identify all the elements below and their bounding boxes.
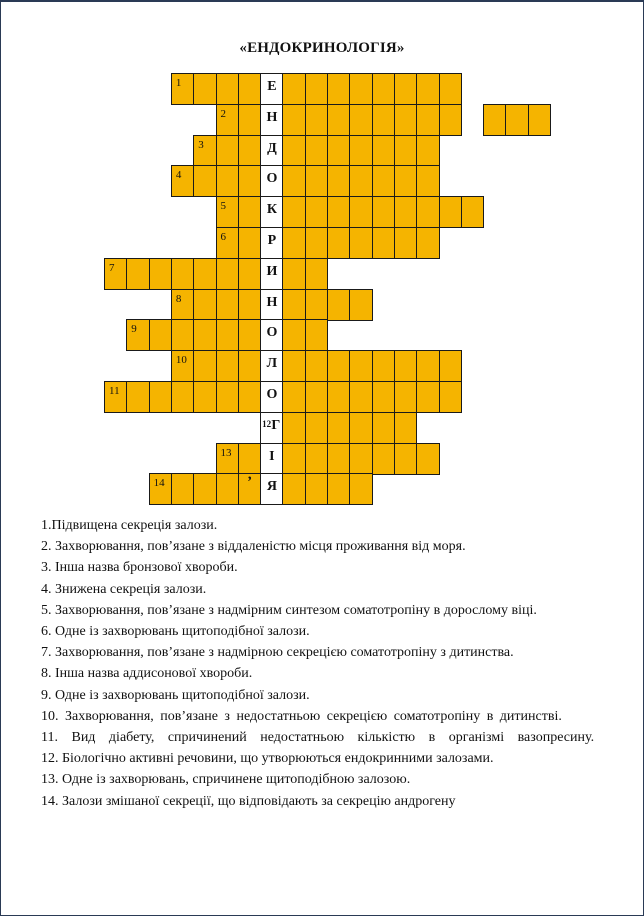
keyword-cell <box>260 289 284 321</box>
crossword-cell <box>193 319 217 351</box>
crossword-cell <box>216 73 240 105</box>
crossword-cell <box>439 104 463 136</box>
clue-number: 14 <box>153 477 165 490</box>
crossword-cell <box>216 135 240 167</box>
crossword-cell <box>193 165 217 197</box>
crossword-cell <box>238 104 262 136</box>
clue-13: 13. Одне із захворювань, спричинене щитоподібною залозою. <box>41 772 411 788</box>
keyword-cell <box>260 73 284 105</box>
clue-4: 4. Знижена секреція залози. <box>41 581 207 597</box>
crossword-cell <box>327 381 351 413</box>
crossword-cell <box>193 350 217 382</box>
crossword-cell <box>416 73 440 105</box>
keyword-letter: І <box>269 448 275 464</box>
crossword-cell <box>305 73 329 105</box>
crossword-cell <box>282 350 306 382</box>
crossword-cell <box>126 319 150 351</box>
crossword-cell <box>349 412 373 444</box>
clue-9: 9. Одне із захворювань щитоподібної залози. <box>41 687 310 703</box>
keyword-letter: Г <box>271 417 281 433</box>
crossword-cell <box>349 135 373 167</box>
keyword-letter: Л <box>266 356 278 372</box>
crossword-cell <box>305 104 329 136</box>
crossword-cell <box>238 289 262 321</box>
crossword-cell <box>238 443 262 475</box>
crossword-cell <box>372 165 396 197</box>
crossword-cell <box>216 165 240 197</box>
crossword-cell <box>305 196 329 228</box>
crossword-cell <box>305 289 329 321</box>
clue-number: 2 <box>220 107 226 120</box>
crossword-cell <box>416 165 440 197</box>
crossword-cell <box>149 381 173 413</box>
crossword-cell <box>394 412 418 444</box>
crossword-cell <box>327 473 351 505</box>
crossword-cell <box>238 227 262 259</box>
clue-number: 1 <box>175 77 182 89</box>
crossword-cell <box>238 73 262 105</box>
crossword-cell <box>372 443 396 475</box>
crossword-cell <box>282 473 306 505</box>
detached-cell <box>505 104 529 136</box>
keyword-cell <box>260 412 284 444</box>
crossword-cell <box>216 227 240 259</box>
crossword-cell <box>416 443 440 475</box>
keyword-cell <box>260 135 284 167</box>
keyword-cell <box>260 473 284 505</box>
apostrophe-mark: ’ <box>247 474 253 491</box>
crossword-cell <box>327 196 351 228</box>
keyword-letter: Р <box>267 233 277 248</box>
crossword-cell <box>171 289 195 321</box>
crossword-cell <box>416 104 440 136</box>
detached-cell <box>483 104 507 136</box>
keyword-letter: Н <box>266 294 278 310</box>
crossword-cell <box>394 73 418 105</box>
crossword-cell <box>193 381 217 413</box>
crossword-cell <box>327 443 351 475</box>
crossword-cell <box>238 135 262 167</box>
clue-number: 8 <box>175 292 182 305</box>
clue-number: 6 <box>220 231 226 243</box>
crossword-cell <box>349 73 373 105</box>
keyword-letter: О <box>266 387 278 402</box>
crossword-cell <box>416 381 440 413</box>
crossword-cell <box>327 350 351 382</box>
clue-number: 7 <box>109 261 115 274</box>
crossword-cell <box>149 473 173 505</box>
crossword-cell <box>394 381 418 413</box>
crossword-cell <box>372 412 396 444</box>
keyword-letter: Н <box>266 109 278 125</box>
crossword-cell <box>216 104 240 136</box>
crossword-cell <box>171 165 195 197</box>
keyword-letter: К <box>266 202 277 218</box>
crossword-cell <box>104 258 128 290</box>
crossword-cell <box>282 165 306 197</box>
crossword-cell <box>238 258 262 290</box>
crossword-cell <box>394 135 418 167</box>
crossword-cell <box>282 73 306 105</box>
keyword-letter: Д <box>267 140 277 156</box>
crossword-cell <box>216 350 240 382</box>
clue-number: 10 <box>175 354 187 367</box>
keyword-letter: Е <box>267 79 277 94</box>
crossword-cell <box>171 350 195 382</box>
crossword-cell <box>282 381 306 413</box>
crossword-cell <box>327 227 351 259</box>
clue-14: 14. Залози змішаної секреції, що відповідають за секрецію андрогену <box>41 793 456 809</box>
clue-10: 10. Захворювання, пов’язане з недостатньою секрецією соматотропіну в дитинстві. <box>41 708 562 724</box>
crossword-cell <box>171 319 195 351</box>
crossword-cell <box>372 381 396 413</box>
crossword-cell <box>282 289 306 321</box>
clue-2: 2. Захворювання, пов’язане з віддаленістю місця проживання від моря. <box>41 539 466 555</box>
crossword-cell <box>305 473 329 505</box>
crossword-cell <box>327 73 351 105</box>
crossword-cell <box>305 319 329 351</box>
crossword-cell <box>216 196 240 228</box>
clue-7: 7. Захворювання, пов’язане з надмірною секрецією соматотропіну з дитинства. <box>41 645 514 661</box>
crossword-cell <box>349 350 373 382</box>
crossword-cell <box>238 319 262 351</box>
keyword-cell <box>260 258 284 290</box>
crossword-cell <box>193 258 217 290</box>
crossword-cell <box>282 319 306 351</box>
crossword-cell <box>282 258 306 290</box>
clue-3: 3. Інша назва бронзової хвороби. <box>41 560 238 576</box>
keyword-cell <box>260 104 284 136</box>
crossword-cell <box>394 196 418 228</box>
crossword-cell <box>216 258 240 290</box>
crossword-cell <box>349 289 373 321</box>
crossword-cell <box>349 165 373 197</box>
clue-12: 12. Біологічно активні речовини, що утворюються ендокринними залозами. <box>41 751 494 767</box>
crossword-cell <box>104 381 128 413</box>
crossword-cell <box>349 227 373 259</box>
crossword-cell <box>305 350 329 382</box>
crossword-cell <box>394 350 418 382</box>
keyword-cell <box>260 319 284 351</box>
clue-number: 11 <box>109 385 120 397</box>
crossword-cell <box>238 165 262 197</box>
crossword-cell <box>439 196 463 228</box>
crossword-cell <box>193 73 217 105</box>
clue-number: 9 <box>131 323 137 336</box>
crossword-cell <box>171 258 195 290</box>
crossword-cell <box>171 73 195 105</box>
crossword-cell <box>394 165 418 197</box>
crossword-cell <box>193 289 217 321</box>
crossword-cell <box>238 350 262 382</box>
keyword-cell <box>260 165 284 197</box>
crossword-cell <box>372 135 396 167</box>
crossword-cell <box>394 104 418 136</box>
crossword-cell <box>216 289 240 321</box>
crossword-cell <box>282 227 306 259</box>
clue-number: 3 <box>198 138 204 151</box>
crossword-cell <box>416 227 440 259</box>
crossword-cell <box>305 135 329 167</box>
crossword-cell <box>349 104 373 136</box>
crossword-cell <box>416 350 440 382</box>
keyword-cell <box>260 227 284 259</box>
crossword-cell <box>416 135 440 167</box>
crossword-cell <box>282 443 306 475</box>
crossword-cell <box>305 381 329 413</box>
crossword-cell <box>394 227 418 259</box>
crossword-cell <box>216 319 240 351</box>
crossword-cell <box>171 473 195 505</box>
crossword-cell <box>149 319 173 351</box>
crossword-cell <box>149 258 173 290</box>
crossword-cell <box>216 381 240 413</box>
clue-list <box>41 515 613 812</box>
keyword-letter: Я <box>266 479 277 495</box>
crossword-cell <box>327 165 351 197</box>
crossword-cell <box>216 443 240 475</box>
crossword-cell <box>439 381 463 413</box>
crossword-cell <box>349 443 373 475</box>
clue-number: 12 <box>262 418 272 429</box>
crossword-cell <box>305 412 329 444</box>
clue-8: 8. Інша назва аддисонової хвороби. <box>41 666 253 682</box>
crossword-cell <box>416 196 440 228</box>
clue-11: 11. Вид діабету, спричинений недостатньою кількістю в організмі вазопресину. <box>41 730 595 746</box>
crossword-cell <box>171 381 195 413</box>
crossword-cell <box>349 196 373 228</box>
crossword-cell <box>327 412 351 444</box>
crossword-cell <box>327 289 351 321</box>
keyword-cell <box>260 443 284 475</box>
keyword-letter: О <box>266 171 278 187</box>
crossword-cell <box>372 73 396 105</box>
crossword-cell <box>305 165 329 197</box>
detached-cell <box>528 104 552 136</box>
clue-6: 6. Одне із захворювань щитоподібної залози. <box>41 624 310 640</box>
crossword-cell <box>305 443 329 475</box>
clue-number: 4 <box>175 169 182 182</box>
clue-number: 13 <box>220 446 232 459</box>
crossword-cell <box>238 196 262 228</box>
crossword-cell <box>372 350 396 382</box>
crossword-cell <box>282 135 306 167</box>
crossword-cell <box>193 135 217 167</box>
crossword-cell <box>461 196 485 228</box>
keyword-cell <box>260 381 284 413</box>
clue-number: 5 <box>220 200 226 213</box>
crossword-cell <box>282 412 306 444</box>
crossword-cell <box>216 473 240 505</box>
crossword-cell <box>394 443 418 475</box>
crossword-cell <box>305 227 329 259</box>
crossword-cell <box>349 381 373 413</box>
crossword-cell <box>349 473 373 505</box>
crossword-cell <box>439 73 463 105</box>
crossword-cell <box>372 196 396 228</box>
keyword-cell <box>260 350 284 382</box>
crossword-cell <box>282 104 306 136</box>
keyword-letter: И <box>266 263 278 279</box>
crossword-cell <box>238 473 262 505</box>
crossword-cell <box>282 196 306 228</box>
crossword-cell <box>126 258 150 290</box>
keyword-cell <box>260 196 284 228</box>
crossword-cell <box>327 135 351 167</box>
crossword-cell <box>238 381 262 413</box>
crossword-cell <box>372 104 396 136</box>
crossword-cell <box>327 104 351 136</box>
crossword-cell <box>126 381 150 413</box>
crossword-title: «ЕНДОКРИНОЛОГІЯ» <box>239 40 405 56</box>
keyword-letter: О <box>266 325 278 341</box>
clue-5: 5. Захворювання, пов’язане з надмірним синтезом соматотропіну в дорослому віці. <box>41 602 537 618</box>
clue-1: 1.Підвищена секреція залози. <box>41 518 218 533</box>
crossword-cell <box>372 227 396 259</box>
crossword-cell <box>439 350 463 382</box>
crossword-cell <box>305 258 329 290</box>
crossword-cell <box>193 473 217 505</box>
